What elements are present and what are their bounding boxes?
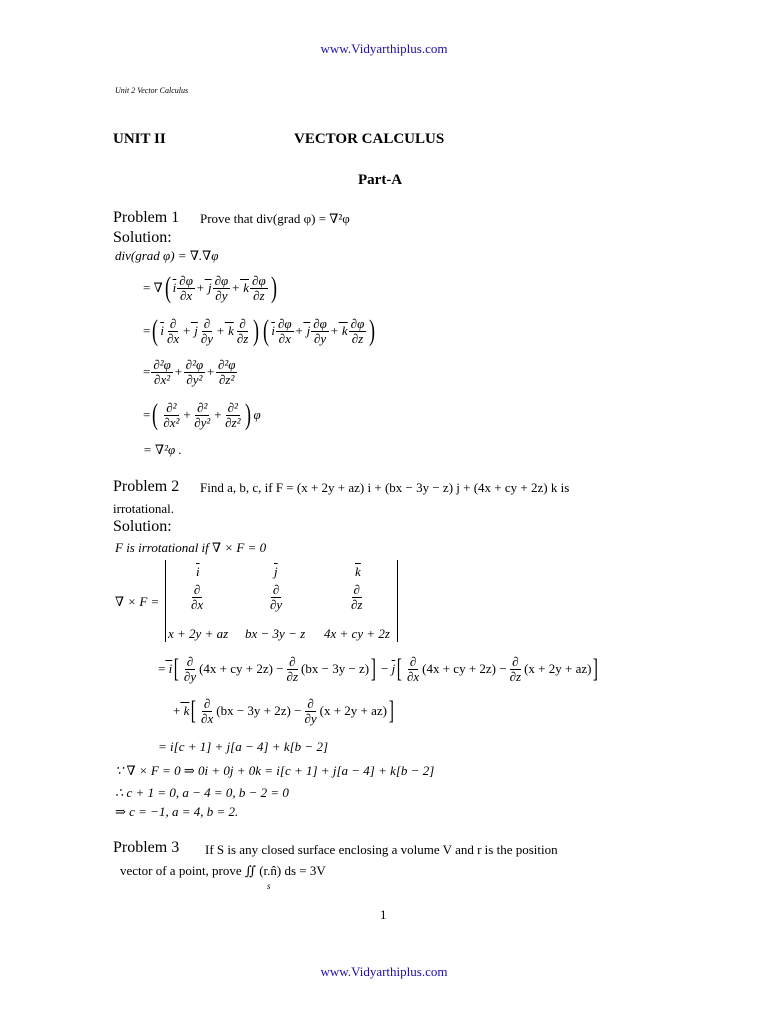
det-lhs: ∇ × F =	[115, 594, 160, 609]
det-r3-c3: 4x + cy + 2z	[324, 626, 390, 641]
site-url-bottom[interactable]: www.Vidyarthiplus.com	[320, 964, 448, 979]
site-url-top[interactable]: www.Vidyarthiplus.com	[320, 41, 448, 56]
problem3-label: Problem 3	[113, 839, 180, 856]
det-r2-c3: $\frac{\partial}{\partial z}$	[351, 582, 363, 612]
p2-line-5: ∴ c + 1 = 0, a − 4 = 0, b − 2 = 0	[115, 785, 289, 800]
problem3-subscript: s	[267, 881, 271, 891]
p2-line-4: ∵ ∇ × F = 0 ⇒ 0i + 0j + 0k = i[c + 1] + j[a − 4] + k[b − 2]	[115, 763, 435, 778]
problem2-solution-label: Solution:	[113, 518, 172, 535]
running-header: Unit 2 Vector Calculus	[115, 86, 189, 95]
det-r1-c3: $\overline{k}$	[355, 564, 361, 579]
det-r1-c1: $\overline{i}$	[196, 564, 200, 579]
p1-line-6: = ∇²φ .	[143, 442, 182, 457]
det-r1-c2: $\overline{j}$	[274, 564, 278, 579]
problem3-statement: If S is any closed surface enclosing a volume V and r is the position	[205, 842, 558, 857]
p1-line-2: = ∇ ( $\overline{i}$ $\frac{\partial\varphi}{\partial x}$ + j $\frac{\partial\varphi}{\partial y}$ + k $\frac{\partial\varphi}{\partial z}$ )	[143, 271, 277, 304]
unit-label: UNIT II	[113, 131, 166, 147]
p1-line-1: div(grad φ) = ∇.∇φ	[115, 248, 219, 263]
det-r2-c1: $\frac{\partial}{\partial x}$	[191, 582, 204, 612]
det-r3-c2: bx − 3y − z	[245, 626, 306, 641]
p2-line-2: + k [ $\frac{\partial}{\partial x}$ (bx − 3y + 2z) − $\frac{\partial}{\partial y}$ (x + 2y + az) ]	[173, 695, 394, 726]
part-label: Part-A	[358, 172, 403, 188]
problem3-statement-cont: vector of a point, prove ∬ (r.n̂) ds = 3V	[120, 863, 326, 878]
problem2-statement-cont: irrotational.	[113, 501, 175, 516]
p1-line-4: = $\frac{\text{∂²φ}}{\text{∂x²}}$ + $\frac{\text{∂²φ}}{\text{∂y²}}$ + $\frac{\text{∂²φ}}{\text{∂z²}}$	[143, 356, 236, 387]
det-right-bar	[397, 560, 398, 642]
unit-title: VECTOR CALCULUS	[294, 131, 445, 147]
p1-line-3: = ( $\overline{i}$ $\frac{\partial}{\partial x}$ + j $\frac{\partial}{\partial y}$ + k $\frac{\partial}{\partial z}$ ) ( $\overline{i}$ $\frac{\partial\varphi}{\partial x}$ + j $\frac{\partial\varphi}{\partial y}$ + k $\frac{\partial\varphi}{\partial z}$ )	[143, 314, 376, 347]
page-number: 1	[380, 907, 387, 922]
problem1-label: Problem 1	[113, 209, 180, 226]
p2-line-1: = i [ $\frac{\partial}{\partial y}$ (4x + cy + 2z) − $\frac{\partial}{\partial z}$ (bx − 3y − z) ] − $\overline{j}$ [ $\frac{\partial}{\partial x}$ (4x + cy + 2z) − $\frac{\partial}{\partial z}$ (x + 2y + az) ]	[158, 653, 599, 684]
p2-line-3: = i[c + 1] + j[a − 4] + k[b − 2]	[158, 739, 329, 754]
p1-line-5: = ( $\frac{\text{∂²}}{\text{∂x²}}$ + $\frac{\text{∂²}}{\text{∂y²}}$ + $\frac{\text{∂²}}{\text{∂z²}}$ ) φ	[143, 398, 261, 431]
p2-line-6: ⇒ c = −1, a = 4, b = 2.	[115, 804, 239, 819]
problem1-statement: Prove that div(grad φ) = ∇²φ	[200, 211, 350, 226]
det-left-bar	[165, 560, 166, 642]
problem2-statement: Find a, b, c, if F = (x + 2y + az) i + (bx − 3y − z) j + (4x + cy + 2z) k is	[200, 480, 570, 495]
problem2-label: Problem 2	[113, 478, 180, 495]
p2-intro: F is irrotational if ∇ × F = 0	[115, 540, 267, 555]
det-r2-c2: $\frac{\partial}{\partial y}$	[270, 582, 283, 612]
det-r3-c1: x + 2y + az	[168, 626, 229, 641]
problem1-solution-label: Solution:	[113, 229, 172, 246]
